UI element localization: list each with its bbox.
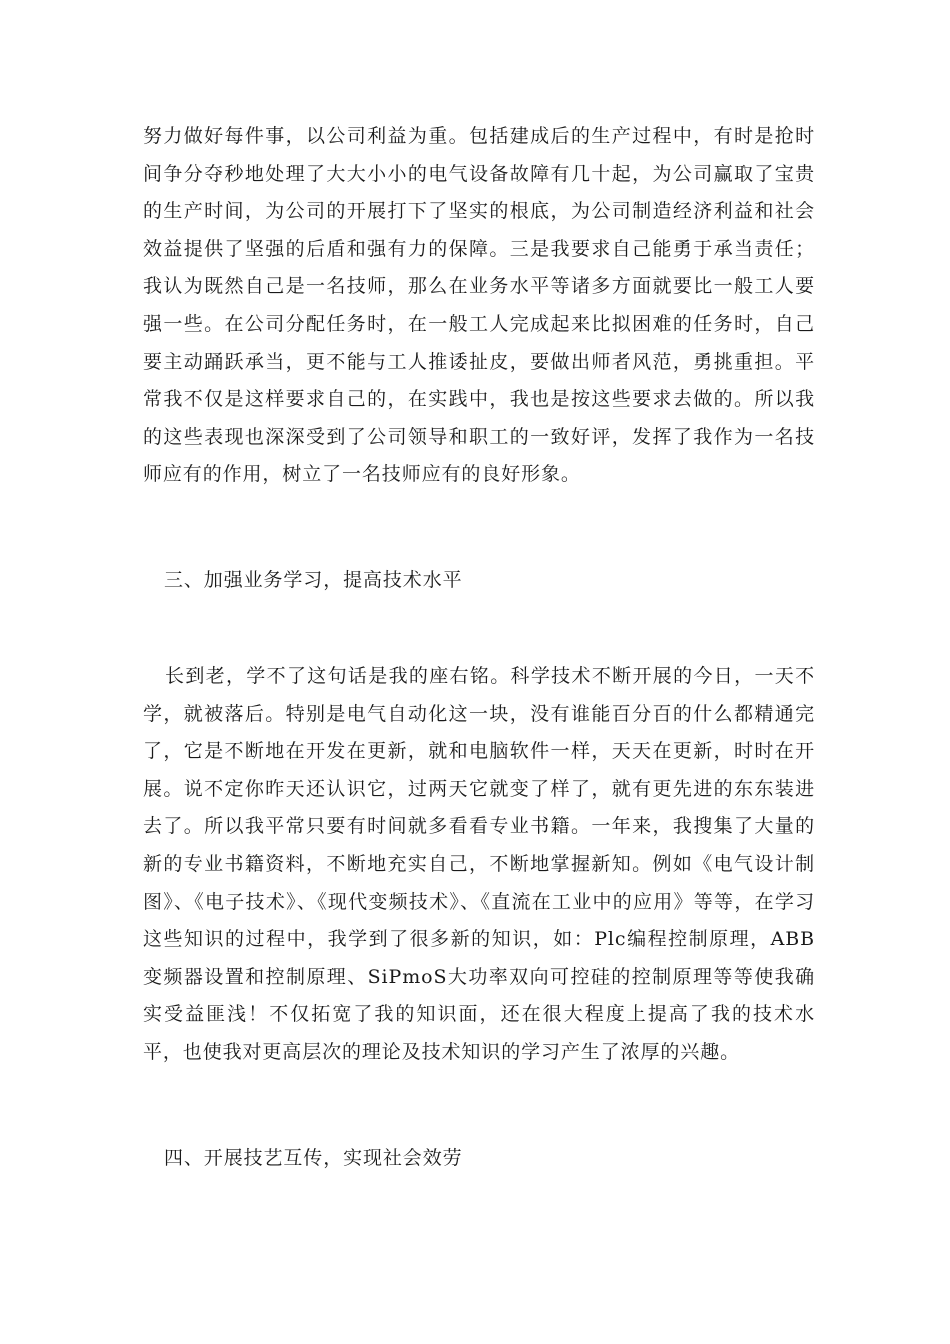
body-paragraph: 长到老，学不了这句话是我的座右铭。科学技术不断开展的今日，一天不学，就被落后。特别是电气自动化这一块，没有谁能百分百的什么都精通完了，它是不断地在开发在更新，就和电脑软件一样，天天在更新，时时在开展。说不定你昨天还认识它，过两天它就变了样了，就有更先进的东东装进去了。所以我平常只要有时间就多看看专业书籍。一年来，我搜集了大量的新的专业书籍资料，不断地充实自己，不断地掌握新知。例如《电气设计制图》、《电子技术》、《现代变频技术》、《直流在工业中的应用》等等，在学习这些知识的过程中，我学到了很多新的知识，如：Plc编程控制原理，ABB变频器设置和控制原理、SiPmoS大功率双向可控硅的控制原理等等使我确实受益匪浅！不仅拓宽了我的知识面，还在很大程度上提高了我的技术水平，也使我对更高层次的理论及技术知识的学习产生了浓厚的兴趣。 xyxy=(143,665,815,1063)
body-paragraph: 努力做好每件事，以公司利益为重。包括建成后的生产过程中，有时是抢时间争分夺秒地处理了大大小小的电气设备故障有几十起，为公司赢取了宝贵的生产时间，为公司的开展打下了坚实的根底，为公司制造经济利益和社会效益提供了坚强的后盾和强有力的保障。三是我要求自己能勇于承当责任；我认为既然自己是一名技师，那么在业务水平等诸多方面就要比一般工人要强一些。在公司分配任务时，在一般工人完成起来比拟困难的任务时，自己要主动踊跃承当，更不能与工人推诿扯皮，要做出师者风范，勇挑重担。平常我不仅是这样要求自己的，在实践中，我也是按这些要求去做的。所以我的这些表现也深深受到了公司领导和职工的一致好评，发挥了我作为一名技师应有的作用，树立了一名技师应有的良好形象。 xyxy=(143,125,815,486)
section-heading-3: 三、加强业务学习，提高技术水平 xyxy=(164,569,463,591)
section-heading-4: 四、开展技艺互传，实现社会效劳 xyxy=(164,1147,463,1169)
